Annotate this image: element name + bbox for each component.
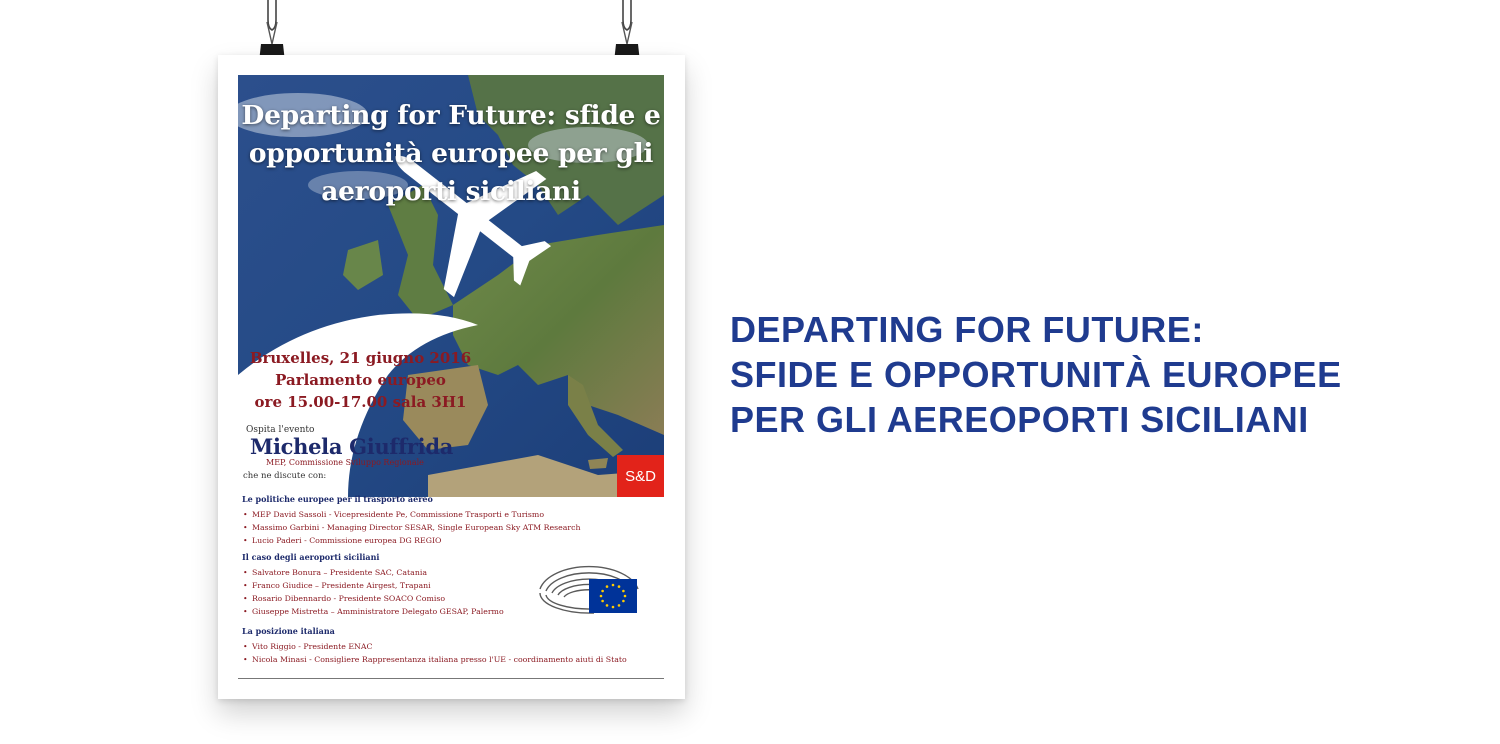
speaker-item: • Massimo Garbini - Managing Director SESAR, Single European Sky ATM Research — [242, 521, 642, 534]
event-details — [248, 347, 473, 413]
host-intro: Ospita l'evento — [246, 425, 315, 435]
event-poster — [218, 55, 685, 699]
section-heading: Il caso degli aeroporti siciliani — [242, 552, 380, 562]
host-name: Michela Giuffrida — [250, 434, 454, 459]
speaker-item: • Vito Riggio - Presidente ENAC — [242, 640, 642, 653]
host-role: MEP, Commissione Sviluppo Regionale — [266, 458, 424, 467]
headline-line: PER GLI AEREOPORTI SICILIANI — [730, 399, 1309, 440]
speaker-item: • Rosario Dibennardo - Presidente SOACO Comiso — [242, 592, 642, 605]
poster-divider — [238, 678, 664, 679]
headline — [730, 307, 1450, 442]
discuss-intro: che ne discute con: — [243, 471, 327, 481]
poster-title: Departing for Future: sfide e opportunità europee per gli aeroporti siciliani — [241, 100, 661, 207]
speaker-item: • Salvatore Bonura – Presidente SAC, Catania — [242, 566, 642, 579]
sd-party-logo: S&D — [617, 455, 664, 497]
event-place-date: Bruxelles, 21 giugno 2016 — [249, 349, 472, 367]
eu-flag-icon — [589, 579, 637, 613]
speakers-section — [242, 626, 642, 666]
headline-line: SFIDE E OPPORTUNITÀ EUROPEE — [730, 354, 1342, 395]
speaker-item: • Giuseppe Mistretta – Amministratore Delegato GESAP, Palermo — [242, 605, 642, 618]
event-time-room: ore 15.00-17.00 sala 3H1 — [254, 393, 467, 411]
headline-line: DEPARTING FOR FUTURE: — [730, 309, 1204, 350]
speaker-item: • Franco Giudice – Presidente Airgest, Trapani — [242, 579, 642, 592]
event-venue: Parlamento europeo — [275, 371, 446, 389]
section-heading: La posizione italiana — [242, 626, 335, 636]
speakers-section — [242, 494, 642, 547]
speaker-item: • MEP David Sassoli - Vicepresidente Pe, Commissione Trasporti e Turismo — [242, 508, 642, 521]
speaker-item: • Nicola Minasi - Consigliere Rappresentanza italiana presso l'UE - coordinamento aiuti di Stato — [242, 653, 642, 666]
speaker-item: • Lucio Paderi - Commissione europea DG REGIO — [242, 534, 642, 547]
european-parliament-logo — [534, 555, 644, 617]
section-heading: Le politiche europee per il trasporto aereo — [242, 494, 433, 504]
